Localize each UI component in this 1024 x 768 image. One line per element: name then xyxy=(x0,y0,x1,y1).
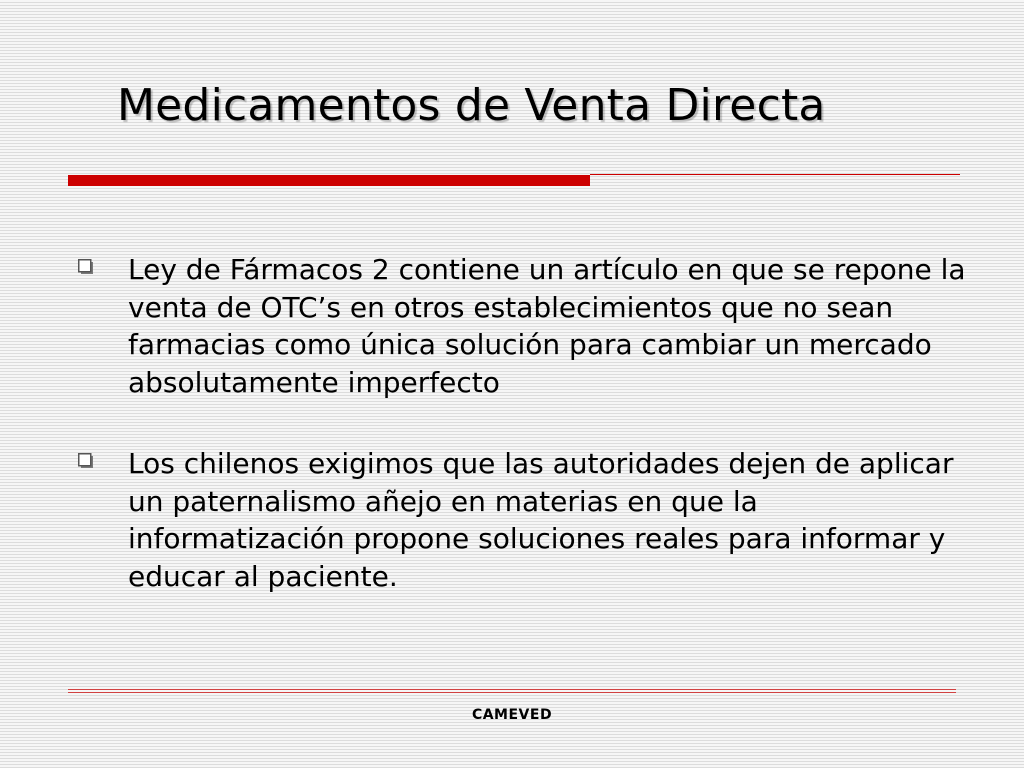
slide-title: Medicamentos de Venta Directa xyxy=(117,80,826,131)
checkbox-bullet-icon xyxy=(78,259,94,275)
bullet-text: Los chilenos exigimos que las autoridades dejen de aplicar un paternalismo añejo en materias en que la informatización propone soluciones reales para informar y educar al paciente. xyxy=(128,447,954,593)
footer-rule xyxy=(68,692,956,693)
footer-text: CAMEVED xyxy=(471,707,553,723)
title-rule-thin xyxy=(590,174,960,175)
bullet-item xyxy=(74,445,974,595)
bullet-text: Ley de Fármacos 2 contiene un artículo en que se repone la venta de OTC’s en otros establecimientos que no sean farmacias como única solución para cambiar un mercado absolutamente imperfecto xyxy=(128,253,966,399)
bullet-item xyxy=(74,251,974,401)
checkbox-bullet-icon xyxy=(78,453,94,469)
footer-rule xyxy=(68,689,956,690)
bullet-list xyxy=(74,251,974,639)
title-rule-thick xyxy=(68,175,590,186)
